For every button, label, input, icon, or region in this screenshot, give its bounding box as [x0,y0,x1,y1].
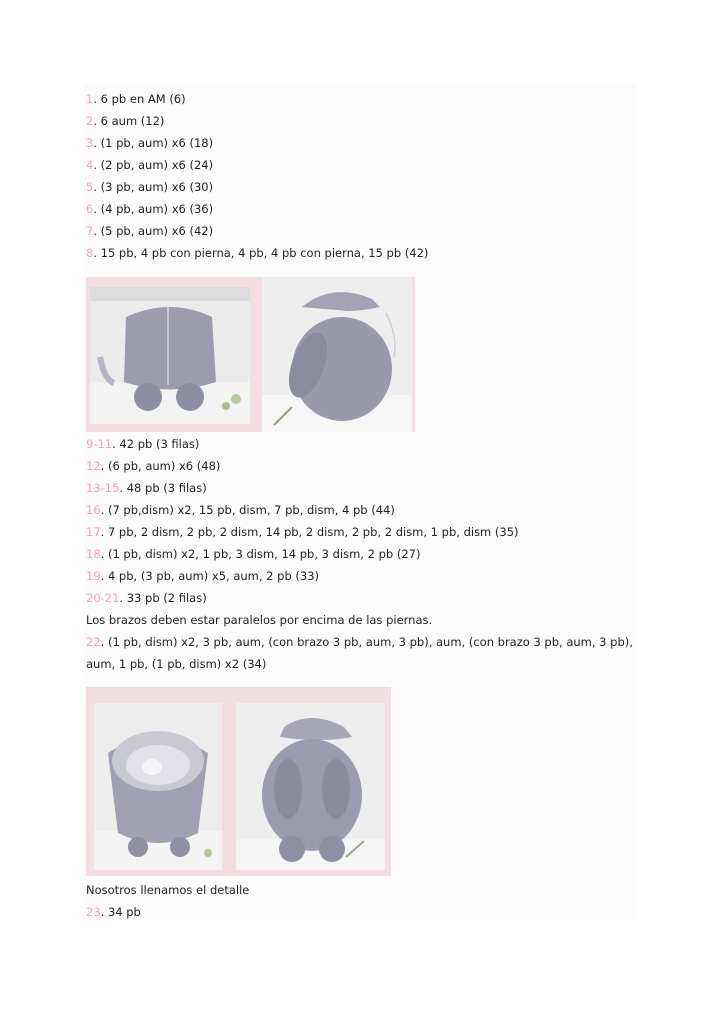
step-text: . (1 pb, dism) x2, 1 pb, 3 dism, 14 pb, 3 dism, 2 pb (27) [100,547,421,561]
step-row [86,525,519,539]
photo-open-top [94,703,222,870]
step-row [86,180,213,194]
step-row [86,481,207,495]
step-number: 2 [86,114,94,128]
step-row [86,114,164,128]
step-text: . 6 pb en AM (6) [93,92,186,106]
step-row-continuation: aum, 1 pb, (1 pb, dism) x2 (34) [86,657,267,671]
photo-body-with-arms [236,703,385,870]
photo-group-1 [86,277,415,432]
step-number: 6 [86,202,94,216]
step-row [86,459,220,473]
step-text: . 4 pb, (3 pb, aum) x5, aum, 2 pb (33) [100,569,320,583]
step-number: 23 [86,905,101,919]
step-text: . 48 pb (3 filas) [119,481,207,495]
step-text: . (1 pb, dism) x2, 3 pb, aum, (con brazo 3 pb, aum, 3 pb), aum, (con brazo 3 pb, aum, 3 pb), [100,635,633,649]
step-text: . (1 pb, aum) x6 (18) [93,136,214,150]
step-row [86,136,213,150]
step-text: . (7 pb,dism) x2, 15 pb, dism, 7 pb, dism, 4 pb (44) [100,503,395,517]
step-number: 5 [86,180,94,194]
step-text: . (6 pb, aum) x6 (48) [100,459,221,473]
step-row [86,224,213,238]
step-number: 12 [86,459,101,473]
note-fill: Nosotros llenamos el detalle [86,883,250,897]
step-number: 1 [86,92,94,106]
photo-legs-joined [90,287,250,424]
step-row [86,437,199,451]
step-text: . 34 pb [100,905,141,919]
step-text: . 33 pb (2 filas) [119,591,207,605]
step-number: 13-15 [86,481,120,495]
step-number: 18 [86,547,101,561]
step-number: 8 [86,246,94,260]
step-number: 3 [86,136,94,150]
step-text: . (3 pb, aum) x6 (30) [93,180,214,194]
step-row [86,547,420,561]
step-row [86,905,141,919]
step-number: 20-21 [86,591,120,605]
step-row [86,569,319,583]
photo-group-2 [86,687,391,876]
step-number: 16 [86,503,101,517]
step-text: . 42 pb (3 filas) [112,437,200,451]
step-number: 19 [86,569,101,583]
step-row [86,503,395,517]
note-arms: Los brazos deben estar paralelos por encima de las piernas. [86,613,433,627]
step-text: . (5 pb, aum) x6 (42) [93,224,214,238]
step-number: 17 [86,525,101,539]
step-text: . 6 aum (12) [93,114,165,128]
step-text: . (2 pb, aum) x6 (24) [93,158,214,172]
photo-body-side [262,277,412,432]
step-text: . 15 pb, 4 pb con pierna, 4 pb, 4 pb con pierna, 15 pb (42) [93,246,429,260]
step-row [86,635,633,649]
step-number: 4 [86,158,94,172]
step-number: 22 [86,635,101,649]
step-row [86,92,186,106]
step-row [86,246,428,260]
step-number: 9-11 [86,437,113,451]
step-text: . 7 pb, 2 dism, 2 pb, 2 dism, 14 pb, 2 dism, 2 pb, 2 dism, 1 pb, dism (35) [100,525,519,539]
step-row [86,158,213,172]
step-number: 7 [86,224,94,238]
step-text: . (4 pb, aum) x6 (36) [93,202,214,216]
step-row [86,202,213,216]
step-row [86,591,207,605]
